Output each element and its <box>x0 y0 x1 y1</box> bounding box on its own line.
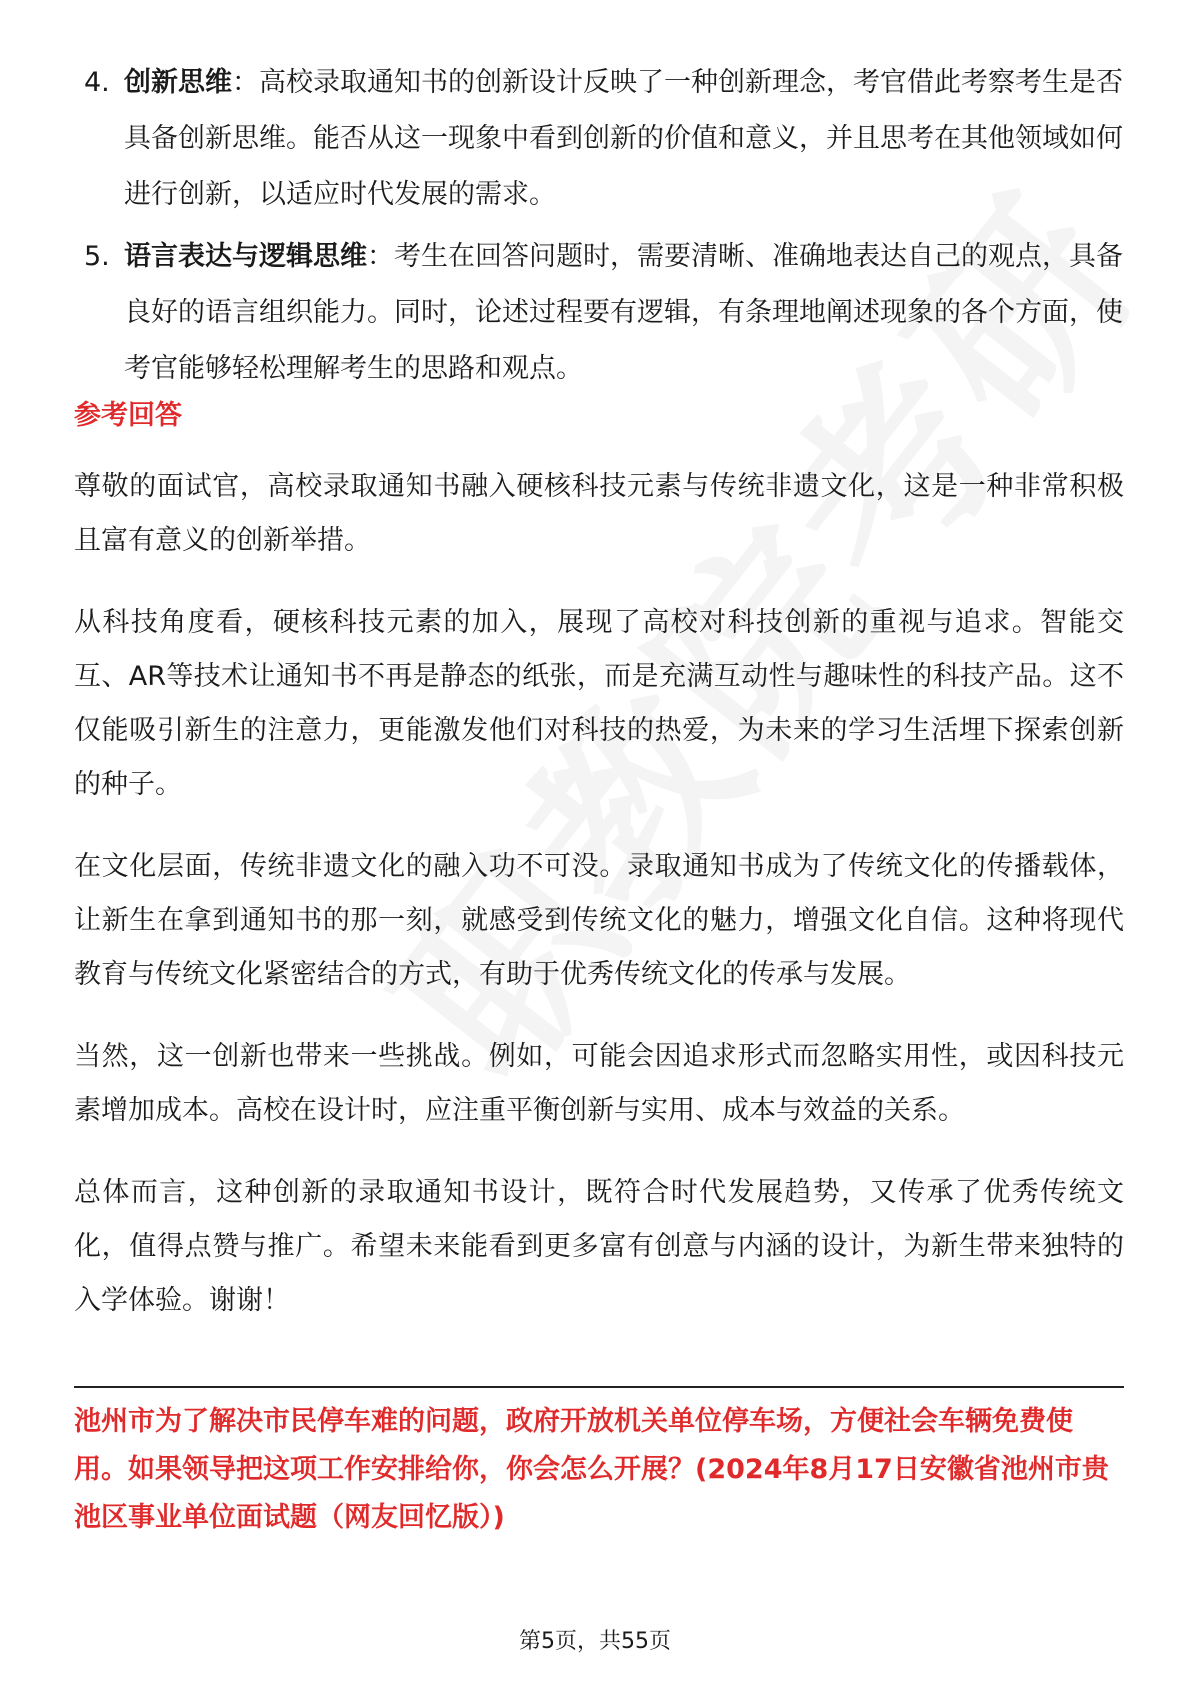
list-description: ：高校录取通知书的创新设计反映了一种创新理念，考官借此考察考生是否具备创新思维。能否从这一现象中看到创新的价值和意义，并且思考在其他领域如何进行创新，以适应时代发展的需求。 <box>124 67 1123 210</box>
answer-paragraph: 在文化层面，传统非遗文化的融入功不可没。录取通知书成为了传统文化的传播载体，让新生在拿到通知书的那一刻，就感受到传统文化的魅力，增强文化自信。这种将现代教育与传统文化紧密结合的方式，有助于优秀传统文化的传承与发展。 <box>74 851 1124 990</box>
list-item <box>74 229 1124 397</box>
list-term: 创新思维 <box>124 67 232 98</box>
answer-paragraph: 尊敬的面试官，高校录取通知书融入硬核科技元素与传统非遗文化，这是一种非常积极且富有意义的创新举措。 <box>74 471 1124 556</box>
page-number: 第5页，共55页 <box>519 1629 671 1654</box>
list-number: 5. <box>84 241 110 272</box>
reference-answer <box>74 460 1124 1356</box>
list-text <box>124 229 1124 397</box>
answer-paragraph: 总体而言，这种创新的录取通知书设计，既符合时代发展趋势，又传承了优秀传统文化，值得点赞与推广。希望未来能看到更多富有创意与内涵的设计，为新生带来独特的入学体验。谢谢！ <box>74 1177 1124 1316</box>
list-text <box>124 55 1124 223</box>
answer-paragraph: 当然，这一创新也带来一些挑战。例如，可能会因追求形式而忽略实用性，或因科技元素增加成本。高校在设计时，应注重平衡创新与实用、成本与效益的关系。 <box>74 1041 1124 1126</box>
list-number: 4. <box>84 67 110 98</box>
criteria-list <box>74 55 1124 397</box>
list-item <box>74 55 1124 223</box>
section-divider <box>74 1386 1124 1388</box>
section-heading: 参考回答 <box>74 400 182 431</box>
answer-paragraph: 从科技角度看，硬核科技元素的加入，展现了高校对科技创新的重视与追求。智能交互、AR等技术让通知书不再是静态的纸张，而是充满互动性与趣味性的科技产品。这不仅能吸引新生的注意力，更能激发他们对科技的热爱，为未来的学习生活埋下探索创新的种子。 <box>74 607 1124 800</box>
interview-question: 池州市为了解决市民停车难的问题，政府开放机关单位停车场，方便社会车辆免费使用。如果领导把这项工作安排给你，你会怎么开展？(2024年8月17日安徽省池州市贵池区事业单位面试题（网友回忆版）) <box>74 1406 1109 1533</box>
list-term: 语言表达与逻辑思维 <box>124 241 367 272</box>
list-description: ：考生在回答问题时，需要清晰、准确地表达自己的观点，具备良好的语言组织能力。同时，论述过程要有逻辑，有条理地阐述现象的各个方面，使考官能够轻松理解考生的思路和观点。 <box>124 241 1123 384</box>
